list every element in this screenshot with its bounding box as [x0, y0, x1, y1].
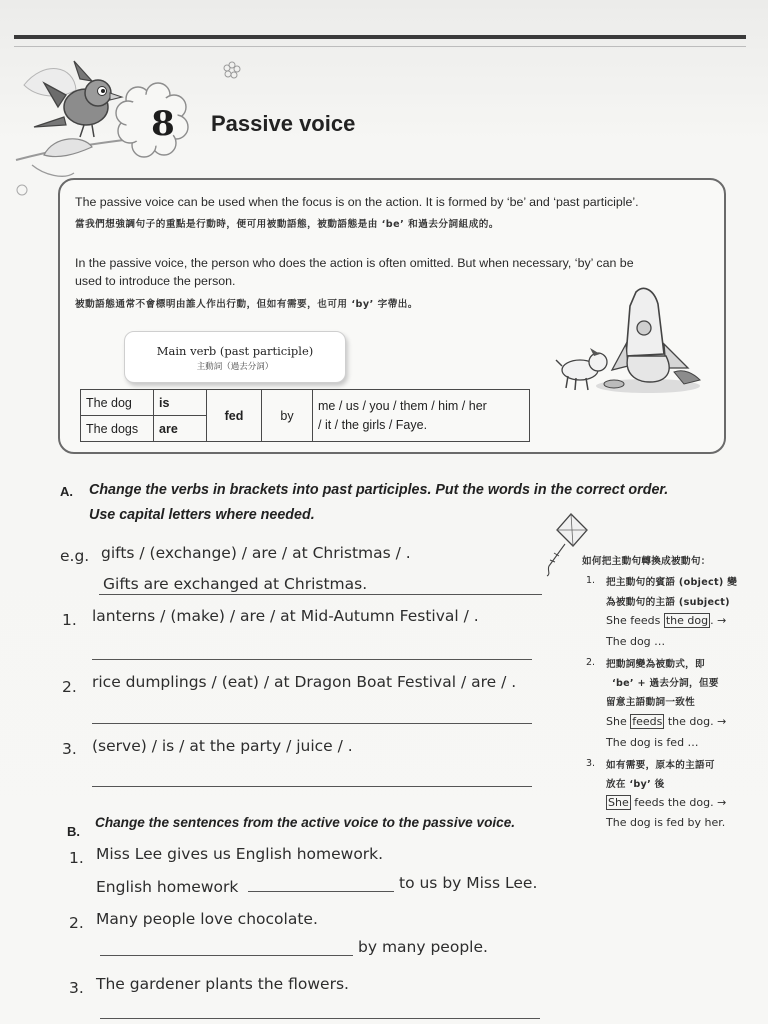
tip-1-number: 1.: [586, 575, 596, 586]
passive-voice-table: [80, 389, 530, 442]
tips-title: 如何把主動句轉換成被動句：: [582, 556, 711, 567]
section-a-q2-answer-line[interactable]: [92, 723, 532, 724]
tip-3-example-2: The dog is fed by her.: [606, 816, 726, 829]
table-agents-line-1: me / us / you / them / him / her: [318, 398, 487, 413]
tip-3-line-1: 如有需要，原本的主語可: [606, 760, 715, 771]
section-a-q1-number: 1.: [62, 611, 77, 629]
table-verb: fed: [207, 390, 262, 442]
tip-2-example-1-pre: She: [606, 715, 631, 728]
section-a-q3-text: (serve) / is / at the party / juice / .: [92, 737, 353, 755]
tip-3-number: 3.: [586, 758, 596, 769]
section-a-q2-number: 2.: [62, 678, 77, 696]
main-verb-label-en: Main verb (past participle): [156, 344, 314, 358]
section-a-letter: A.: [60, 484, 73, 499]
section-b-q2-answer-post: by many people.: [358, 938, 488, 956]
tip-2-line-2: ‘be’ + 過去分詞，但要: [612, 678, 719, 689]
main-verb-label: [124, 331, 346, 383]
section-a-q1-answer-line[interactable]: [92, 659, 532, 660]
section-b-q2-text: Many people love chocolate.: [96, 910, 318, 928]
tip-2-line-1: 把動詞變為被動式，即: [606, 659, 705, 670]
table-be-plural: are: [154, 416, 207, 442]
info-paragraph-1-zh: 當我們想強調句子的重點是行動時，便可用被動語態，被動語態是由 ‘be’ 和過去分詞組成的。: [75, 219, 499, 230]
tip-1-example-1: [606, 614, 726, 627]
info-paragraph-2-line-1: In the passive voice, the person who does the action is often omitted. But when necessary, ‘by’ can be: [75, 256, 634, 270]
table-be-singular: is: [154, 390, 207, 416]
info-paragraph-2-zh: 被動語態通常不會標明由誰人作出行動，但如有需要，也可用 ‘by’ 字帶出。: [75, 299, 418, 310]
section-a-q3-answer-line[interactable]: [92, 786, 532, 787]
example-answer: Gifts are exchanged at Christmas.: [103, 575, 368, 593]
table-agents: [313, 390, 530, 442]
tip-3-example-1-boxed: She: [608, 796, 629, 809]
info-paragraph-1: The passive voice can be used when the focus is on the action. It is formed by ‘be’ and ‘past participle’.: [75, 195, 639, 209]
top-rule-thin: [14, 46, 746, 47]
flower-doodle-icon: [222, 60, 242, 80]
section-a-q3-number: 3.: [62, 740, 77, 758]
section-b-q3-answer-line[interactable]: [100, 1018, 540, 1019]
tip-2-example-1-post: the dog. →: [664, 715, 727, 728]
kite-icon: [541, 512, 591, 578]
table-agents-line-2: / it / the girls / Faye.: [318, 417, 428, 432]
tip-1-example-1-boxed: the dog: [665, 614, 709, 627]
section-b-q2-answer-line[interactable]: [100, 955, 353, 956]
tip-1-line-2: 為被動句的主語 (subject): [606, 597, 730, 608]
section-a-instruction-line-2: Use capital letters where needed.: [89, 507, 315, 523]
tip-1-line-1: 把主動句的賓語 (object) 變: [606, 577, 738, 588]
tip-3-example-1-post: feeds the dog. →: [630, 796, 727, 809]
section-a-instruction-line-1: Change the verbs in brackets into past participles. Put the words in the correct order.: [89, 482, 669, 498]
example-question: gifts / (exchange) / are / at Christmas / .: [101, 544, 411, 562]
rocket-dog-illustration: [554, 284, 706, 400]
tip-2-number: 2.: [586, 657, 596, 668]
page-title: Passive voice: [211, 111, 356, 136]
section-b-q1-answer-line[interactable]: [248, 891, 394, 892]
chapter-number: 8: [151, 104, 175, 144]
table-by: by: [262, 390, 313, 442]
tip-1-example-1-post: . →: [710, 614, 727, 627]
section-b-q1-answer-pre: English homework: [96, 878, 239, 896]
section-b-q1-number: 1.: [69, 849, 84, 867]
tip-3-example-1: [606, 796, 726, 809]
example-answer-line: [99, 594, 542, 595]
section-b-q1-answer-post: to us by Miss Lee.: [399, 874, 538, 892]
main-verb-label-zh: 主動詞（過去分詞）: [196, 362, 274, 372]
section-b-q1-text: Miss Lee gives us English homework.: [96, 845, 384, 863]
tip-3-line-2: 放在 ‘by’ 後: [606, 779, 665, 790]
tip-1-example-1-pre: She feeds: [606, 614, 664, 627]
section-b-q3-text: The gardener plants the flowers.: [96, 975, 349, 993]
section-b-q3-number: 3.: [69, 979, 84, 997]
tip-1-example-2: The dog …: [606, 635, 666, 648]
info-paragraph-2-line-2: used to introduce the person.: [75, 274, 236, 288]
tip-2-example-2: The dog is fed …: [606, 736, 699, 749]
tip-2-example-1-boxed: feeds: [632, 715, 663, 728]
example-label: e.g.: [60, 547, 90, 565]
top-rule: [14, 35, 746, 39]
section-a-q2-text: rice dumplings / (eat) / at Dragon Boat Festival / are / .: [92, 673, 517, 691]
table-subject-plural: The dogs: [81, 416, 154, 442]
tip-2-line-3: 留意主語動詞一致性: [606, 697, 696, 708]
table-subject-singular: The dog: [81, 390, 154, 416]
section-b-q2-number: 2.: [69, 914, 84, 932]
section-b-letter: B.: [67, 824, 80, 839]
section-b-instruction: Change the sentences from the active voice to the passive voice.: [95, 815, 516, 830]
tip-2-example-1: [606, 715, 726, 728]
section-a-q1-text: lanterns / (make) / are / at Mid-Autumn Festival / .: [92, 607, 479, 625]
